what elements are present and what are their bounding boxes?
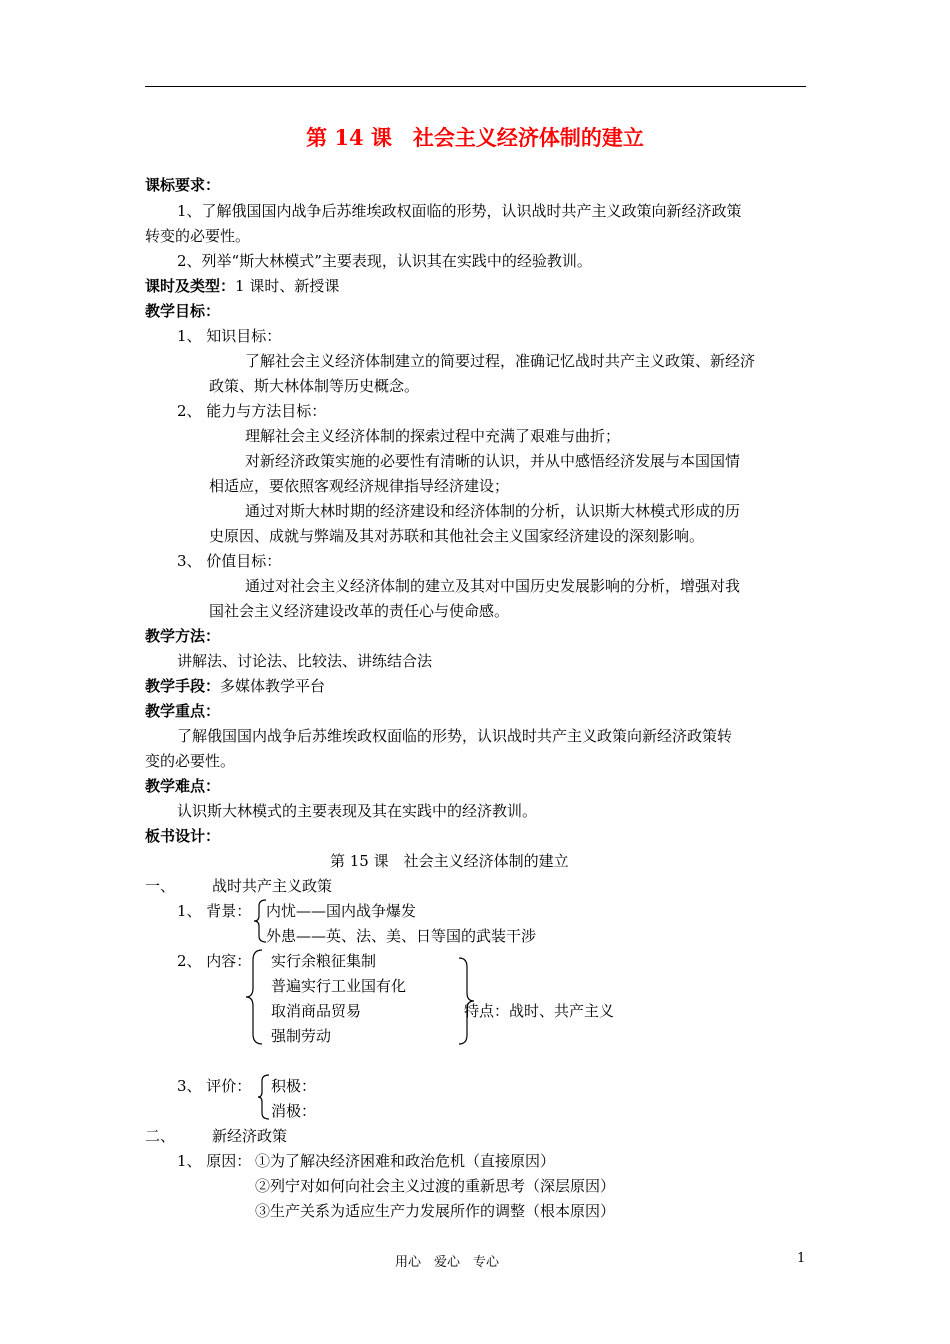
goal1-label: 1、 知识目标： xyxy=(177,327,282,345)
goal2-p1: 理解社会主义经济体制的探索过程中充满了艰难与曲折； xyxy=(245,427,621,445)
goal2-label: 2、 能力与方法目标： xyxy=(177,402,327,420)
shouduan-label: 教学手段： xyxy=(145,677,221,695)
section-heading-mubiao: 教学目标： xyxy=(145,302,221,320)
banshu-background-item2: 外患——英、法、美、日等国的武装干涉 xyxy=(266,927,537,945)
kebiao-item1-line1: 1、了解俄国国内战争后苏维埃政权面临的形势，认识战时共产主义政策向新经济政策 xyxy=(177,202,742,220)
brace-content-left xyxy=(244,948,266,1046)
goal1-line2: 政策、斯大林体制等历史概念。 xyxy=(209,377,420,395)
goal2-p2-line1: 对新经济政策实施的必要性有清晰的认识，并从中感悟经济发展与本国国情 xyxy=(245,452,741,470)
goal2-p3-line2: 史原因、成就与弊端及其对苏联和其他社会主义国家经济建设的深刻影响。 xyxy=(209,527,705,545)
banshu-content-item-3: 取消商品贸易 xyxy=(271,1002,362,1020)
shouduan-line xyxy=(145,676,325,696)
banshu-subtitle: 第 15 课 社会主义经济体制的建立 xyxy=(330,852,569,870)
banshu-reason-item-1: ①为了解决经济困难和政治危机（直接原因） xyxy=(255,1152,556,1170)
banshu-evaluation-label: 3、 评价： xyxy=(177,1077,252,1095)
banshu-content-feature: 特点：战时、共产主义 xyxy=(464,1002,615,1020)
goal3-label: 3、 价值目标： xyxy=(177,552,282,570)
lesson-title: 第 14 课 社会主义经济体制的建立 xyxy=(306,125,644,150)
banshu-s2-title: 新经济政策 xyxy=(212,1127,288,1145)
section-heading-zhongdian: 教学重点： xyxy=(145,702,221,720)
keshi-line xyxy=(145,276,339,296)
goal2-p3-line1: 通过对斯大林时期的经济建设和经济体制的分析，认识斯大林模式形成的历 xyxy=(245,502,741,520)
banshu-content-item-1: 实行余粮征集制 xyxy=(271,952,377,970)
goal1-line1: 了解社会主义经济体制建立的简要过程，准确记忆战时共产主义政策、新经济 xyxy=(245,352,756,370)
banshu-s1-title: 战时共产主义政策 xyxy=(212,877,333,895)
page-number: 1 xyxy=(797,1251,806,1266)
banshu-reason-item-3: ③生产关系为适应生产力发展所作的调整（根本原因） xyxy=(255,1202,616,1220)
section-heading-nandian: 教学难点： xyxy=(145,777,221,795)
section-heading-banshu: 板书设计： xyxy=(145,827,221,845)
fangfa-value: 讲解法、讨论法、比较法、讲练结合法 xyxy=(177,652,433,670)
nandian-value: 认识斯大林模式的主要表现及其在实践中的经济教训。 xyxy=(177,802,538,820)
section-heading-kebiao: 课标要求： xyxy=(145,176,221,194)
brace-evaluation xyxy=(256,1073,272,1121)
kebiao-item2: 2、列举“斯大林模式”主要表现，认识其在实践中的经验教训。 xyxy=(177,252,592,270)
keshi-label: 课时及类型： xyxy=(145,277,236,295)
banshu-evaluation-positive: 积极： xyxy=(271,1077,317,1095)
banshu-background-label: 1、 背景： xyxy=(177,902,252,920)
zhongdian-line2: 变的必要性。 xyxy=(145,752,236,770)
banshu-reason-item-2: ②列宁对如何向社会主义过渡的重新思考（深层原因） xyxy=(255,1177,616,1195)
goal3-line1: 通过对社会主义经济体制的建立及其对中国历史发展影响的分析，增强对我 xyxy=(245,577,741,595)
banshu-s2-num: 二、 xyxy=(145,1127,176,1145)
header-rule xyxy=(145,86,806,87)
banshu-content-item-2: 普遍实行工业国有化 xyxy=(271,977,407,995)
keshi-value: 1 课时、新授课 xyxy=(235,277,340,295)
banshu-content-item-4: 强制劳动 xyxy=(271,1027,332,1045)
zhongdian-line1: 了解俄国国内战争后苏维埃政权面临的形势，认识战时共产主义政策向新经济政策转 xyxy=(177,727,733,745)
goal3-line2: 国社会主义经济建设改革的责任心与使命感。 xyxy=(209,602,510,620)
shouduan-value: 多媒体教学平台 xyxy=(220,677,326,695)
banshu-reason-label: 1、 原因： xyxy=(177,1152,252,1170)
section-heading-fangfa: 教学方法： xyxy=(145,627,221,645)
banshu-content-label: 2、 内容： xyxy=(177,952,252,970)
banshu-evaluation-negative: 消极： xyxy=(271,1102,317,1120)
banshu-background-item1: 内忧——国内战争爆发 xyxy=(266,902,417,920)
kebiao-item1-line2: 转变的必要性。 xyxy=(145,227,251,245)
goal2-p2-line2: 相适应，要依照客观经济规律指导经济建设； xyxy=(209,477,510,495)
footer-motto: 用心 爱心 专心 xyxy=(395,1255,500,1270)
banshu-s1-num: 一、 xyxy=(145,877,176,895)
